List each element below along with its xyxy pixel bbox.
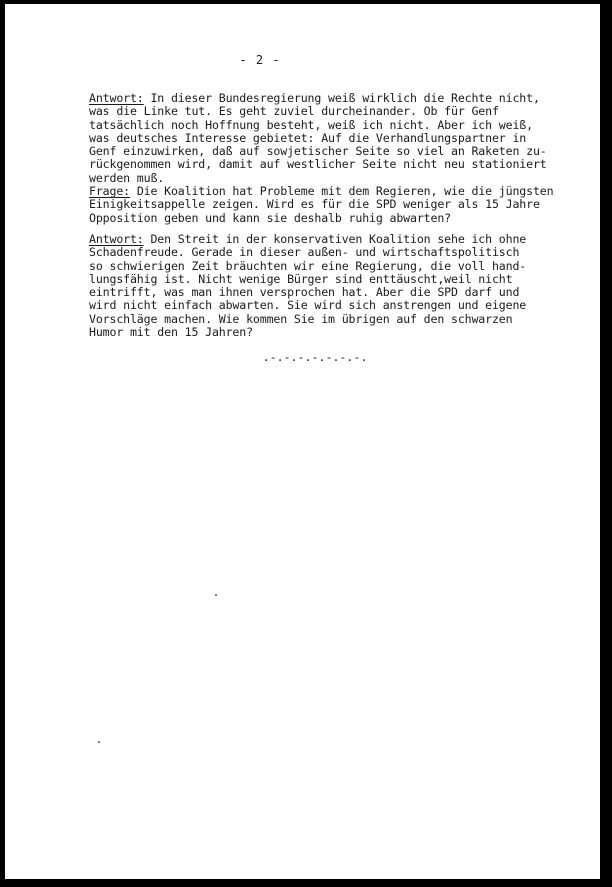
text-line: eintrifft, was man ihnen versprochen hat. Aber die SPD darf und xyxy=(89,285,520,300)
text-line: Vorschläge machen. Wie kommen Sie im übrigen auf den schwarzen xyxy=(89,311,513,326)
speaker-label: Antwort: xyxy=(89,232,144,246)
text-line: wird nicht einfach abwarten. Sie wird sich anstrengen und eigene xyxy=(89,298,527,313)
text-line: In dieser Bundesregierung weiß wirklich die Rechte nicht, xyxy=(143,91,540,105)
scan-speck xyxy=(215,594,217,596)
page-number: - 2 - xyxy=(239,53,281,67)
text-line: Opposition geben und kann sie deshalb ruhig abwarten? xyxy=(89,210,451,225)
text-line: Den Streit in der konservativen Koalition sehe ich ohne xyxy=(143,232,527,246)
answer-block-2 xyxy=(89,233,579,339)
answer-block-1 xyxy=(89,92,579,185)
text-line: Einigkeitsappelle zeigen. Wird es für die SPD weniger als 15 Jahre xyxy=(89,197,540,212)
end-of-text-mark: .-.-.-.-.-.-.-. xyxy=(262,350,368,364)
text-line: werden muß. xyxy=(89,170,165,185)
text-line: was deutsches Interesse gebietet: Auf die Verhandlungspartner in xyxy=(89,130,527,145)
text-line: lungsfähig ist. Nicht wenige Bürger sind enttäuscht,weil nicht xyxy=(89,271,513,286)
text-line: was die Linke tut. Es geht zuviel durcheinander. Ob für Genf xyxy=(89,104,499,119)
text-line: Die Koalition hat Probleme mit dem Regieren, wie die jüngsten xyxy=(129,184,554,198)
text-line: Genf einzuwirken, daß auf sowjetischer Seite so viel an Raketen zu- xyxy=(89,144,547,159)
speaker-label: Antwort: xyxy=(89,91,144,105)
text-line: tatsächlich noch Hoffnung besteht, weiß ich nicht. Aber ich weiß, xyxy=(89,117,533,132)
text-line: Humor mit den 15 Jahren? xyxy=(89,325,253,340)
question-block xyxy=(89,185,579,225)
speaker-label: Frage: xyxy=(89,184,130,198)
text-line: rückgenommen wird, damit auf westlicher Seite nicht neu stationiert xyxy=(89,157,547,172)
scan-speck xyxy=(98,741,100,743)
text-line: so schwierigen Zeit bräuchten wir eine Regierung, die voll hand- xyxy=(89,258,527,273)
text-line: Schadenfreude. Gerade in dieser außen- und wirtschaftspolitisch xyxy=(89,245,520,260)
